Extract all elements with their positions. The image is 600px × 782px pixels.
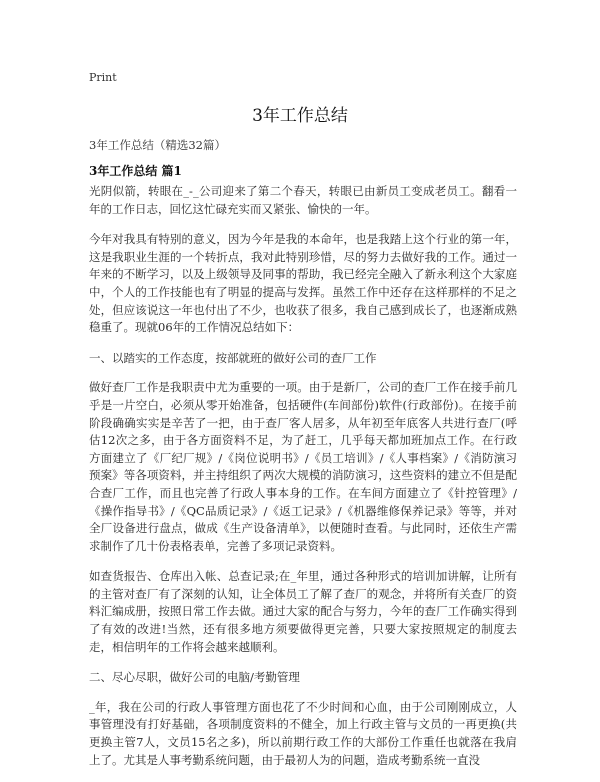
paragraph-inspection: 做好查厂工作是我职责中尤为重要的一项。由于是新厂，公司的查厂工作在接手前几乎是一片空白，必须从零开始准备，包括硬件(车间部份)软件(行政部份)。在接手前阶段确确实实是辛苦了一把，由于查厂客人居多，从年初至年底客人共进行查厂(呼估12次之多，由于各方面资料不足，为了赶工，几乎每天都加班加点工作。在行政方面建立了《厂纪厂规》/《岗位说明书》/《员工培训》/《人事档案》/《消防演习预案》等各项资料，并主持组织了两次大规模的消防演习，这些资料的建立不但是配合查厂工作，而且也完善了行政人事本身的工作。在车间方面建立了《针控管理》/《操作指导书》/《QC品质记录》/《返工记录》/《机器维修保养记录》等等，并对全厂设备进行盘点，做成《生产设备清单》，以便随时查看。与此同时，还依生产需求制作了几十份表格表单，完善了多项记录资料。 [89, 380, 517, 553]
paragraph-inspection-cont: 如查货报告、仓库出入帐、总查记录;在_年里，通过各种形式的培训加讲解，让所有的主管对查厂有了深刻的认知，让全体员工了解了查厂的观念，并将所有关查厂的资料汇编成册，按照日常工作去做。通过大家的配合与努力，今年的查厂工作确实得到了有效的改进!当然，还有很多地方须要做得更完善，只要大家按照规定的制度去走，相信明年的工作将会越来越顺利。 [89, 569, 517, 654]
document-subtitle: 3年工作总结（精选32篇） [89, 138, 226, 152]
print-link[interactable]: Print [89, 71, 117, 84]
article-body [89, 183, 517, 782]
section-heading: 3年工作总结 篇1 [89, 164, 182, 178]
paragraph-overview: 今年对我具有特别的意义，因为今年是我的本命年，也是我踏上这个行业的第一年，这是我职业生涯的一个转折点，我对此特别珍惜，尽的努力去做好我的工作。通过一年来的不断学习，以及上级领导及同事的帮助，我已经完全融入了新永利这个大家庭中，个人的工作技能也有了明显的提高与发挥。虽然工作中还存在这样那样的不足之处，但应该说这一年也付出了不少，也收获了很多，我自己感到成长了，也逐渐成熟稳重了。现就06年的工作情况总结如下： [89, 232, 517, 335]
paragraph-intro: 光阴似箭，转眼在_-_公司迎来了第二个春天，转眼已由新员工变成老员工。翻看一年的工作日志，回忆这忙碌充实而又紧张、愉快的一年。 [89, 184, 517, 216]
page-title: 3年工作总结 [252, 106, 348, 126]
paragraph-hr: _年，我在公司的行政人事管理方面也花了不少时间和心血，由于公司刚刚成立，人事管理没有打好基础，各项制度资料的不健全，加上行政主管与文员的一再更换(共更换主管7人，文员15名之多)，所以前期行政工作的大部份工作重任也就落在我肩上了。尤其是人事考勤系统问题，由于最初人为的问题，造成考勤系统一直没 [89, 699, 517, 767]
paragraph-heading-2: 二、尽心尽职，做好公司的电脑/考勤管理 [89, 670, 300, 685]
paragraph-heading-1: 一、以踏实的工作态度，按部就班的做好公司的查厂工作 [89, 350, 377, 365]
